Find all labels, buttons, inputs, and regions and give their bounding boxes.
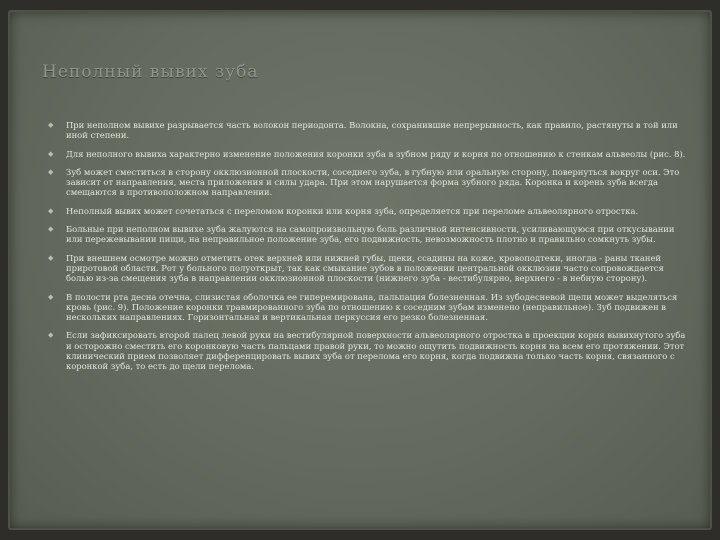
diamond-bullet-icon: ◆	[48, 331, 54, 340]
list-item	[46, 253, 686, 284]
diamond-bullet-icon: ◆	[48, 149, 54, 158]
list-item	[46, 120, 686, 141]
bullet-text: В полости рта десна отечна, слизистая оболочка ее гиперемирована, пальпация болезненная. Из зубодесневой щели может выделяться кровь (рис. 9). Положение коронки травмированного зуба по отношению к соседним зубам изменено (неправильное). Зуб подвижен в нескольких направлениях. Горизонтальная и вертикальная перкуссия его резко болезненная.	[66, 291, 678, 323]
bullet-text: Зуб может сместиться в сторону окклюзионной плоскости, соседнего зуба, в губную или оральную сторону, повернуться вокруг оси. Это зависит от направления, места приложения и силы удара. При этом нарушается форма зубного ряда. Коронка и корень зуба всегда смещаются в противоположном направлении.	[66, 166, 680, 198]
list-item	[46, 149, 686, 159]
bullet-list	[46, 120, 686, 380]
bullet-text: Неполный вывих может сочетаться с переломом коронки или корня зуба, определяется при переломе альвеолярного отростка.	[66, 205, 639, 216]
bullet-text: Если зафиксировать второй палец левой руки на вестибулярной поверхности альвеолярного отростка в проекции корня вывихнутого зуба и осторожно сместить его коронковую часть пальцами правой руки, то можно ощутить подвижность корня на всем его протяжении. Этот клинический прием позволяет дифференцировать вывих зуба от перелома его корня, когда подвижна только часть корня, связанного с коронкой зуба, то есть до щели перелома.	[66, 330, 686, 372]
diamond-bullet-icon: ◆	[48, 206, 54, 215]
list-item	[46, 292, 686, 323]
slide-title: Неполный вывих зуба	[42, 62, 259, 82]
diamond-bullet-icon: ◆	[48, 225, 54, 234]
list-item	[46, 167, 686, 198]
diamond-bullet-icon: ◆	[48, 292, 54, 301]
bullet-text: При внешнем осмотре можно отметить отек верхней или нижней губы, щеки, ссадины на коже, кровоподтеки, иногда - раны тканей приротовой области. Рот у больного полуоткрыт, так как смыкание зубов в положении центральной окклюзии часто сопровождается болью из-за смещения зуба в направлении окклюзионной плоскости (нижнего зуба - вестибулярно, верхнего - в небную сторону).	[66, 252, 664, 284]
list-item	[46, 330, 686, 371]
diamond-bullet-icon: ◆	[48, 121, 54, 129]
list-item	[46, 224, 686, 245]
list-item	[46, 206, 686, 216]
bullet-text: Больные при неполном вывихе зуба жалуются на самопроизвольную боль различной интенсивности, усиливающуюся при откусывании или пережевывании пищи, на неправильное положение зуба, его подвижность, невозможность плотно и правильно сомкнуть зубы.	[66, 224, 675, 245]
diamond-bullet-icon: ◆	[48, 167, 54, 176]
bullet-text: Для неполного вывиха характерно изменение положения коронки зуба в зубном ряду и корня по отношению к стенкам альвеолы (рис. 8).	[66, 148, 686, 159]
bullet-text: При неполном вывихе разрывается часть волокон периодонта. Волокна, сохранившие непрерывность, как правило, растянуты в той или иной степени.	[66, 120, 678, 141]
diamond-bullet-icon: ◆	[48, 253, 54, 262]
